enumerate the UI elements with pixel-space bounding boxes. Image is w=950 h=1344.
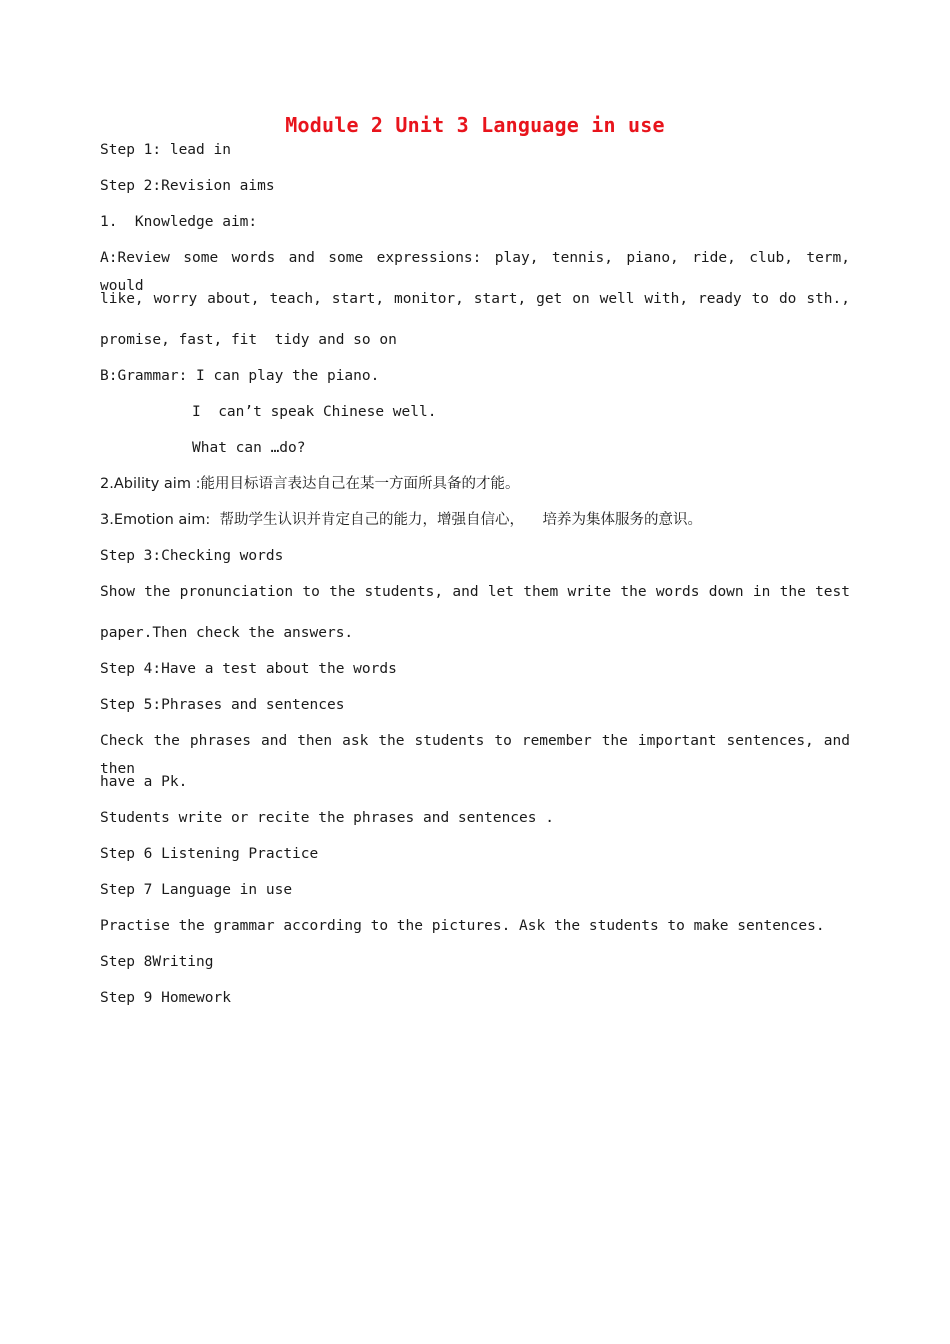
- step-1-line: Step 1: lead in: [100, 142, 231, 158]
- step-7-line: Step 7 Language in use: [100, 882, 293, 898]
- step-3-description-2: paper.Then check the answers.: [100, 625, 354, 641]
- step-2-line: Step 2:Revision aims: [100, 178, 275, 194]
- step-6-line: Step 6 Listening Practice: [100, 846, 319, 862]
- step-7-description: Practise the grammar according to the pictures. Ask the students to make sentences.: [100, 918, 825, 934]
- step-5-description-1: Check the phrases and then ask the students to remember the important sentences, and then: [100, 733, 850, 777]
- step-5-line: Step 5:Phrases and sentences: [100, 697, 345, 713]
- review-words-line-3: promise, fast, fit tidy and so on: [100, 332, 397, 348]
- step-5-description-3: Students write or recite the phrases and sentences .: [100, 810, 554, 826]
- review-words-line-2: like, worry about, teach, start, monitor, start, get on well with, ready to do sth.,: [100, 291, 850, 307]
- document-title: Module 2 Unit 3 Language in use: [285, 113, 665, 137]
- emotion-aim-line: 3.Emotion aim: 帮助学生认识并肯定自己的能力，增强自信心， 培养为集体服务的意识。: [100, 512, 702, 528]
- ability-aim-line: 2.Ability aim :能用目标语言表达自己在某一方面所具备的才能。: [100, 476, 520, 492]
- grammar-line: B:Grammar: I can play the piano.: [100, 368, 380, 384]
- grammar-example-1: I can’t speak Chinese well.: [192, 404, 437, 420]
- document-body: [100, 136, 850, 1020]
- step-8-line: Step 8Writing: [100, 954, 214, 970]
- step-3-line: Step 3:Checking words: [100, 548, 284, 564]
- step-5-description-2: have a Pk.: [100, 774, 188, 790]
- review-words-line-1: A:Review some words and some expressions: play, tennis, piano, ride, club, term, would: [100, 250, 850, 294]
- grammar-example-2: What can …do?: [192, 440, 306, 456]
- knowledge-aim-line: 1. Knowledge aim:: [100, 214, 258, 230]
- step-4-line: Step 4:Have a test about the words: [100, 661, 397, 677]
- step-3-description-1: Show the pronunciation to the students, and let them write the words down in the test: [100, 584, 850, 600]
- step-9-line: Step 9 Homework: [100, 990, 231, 1006]
